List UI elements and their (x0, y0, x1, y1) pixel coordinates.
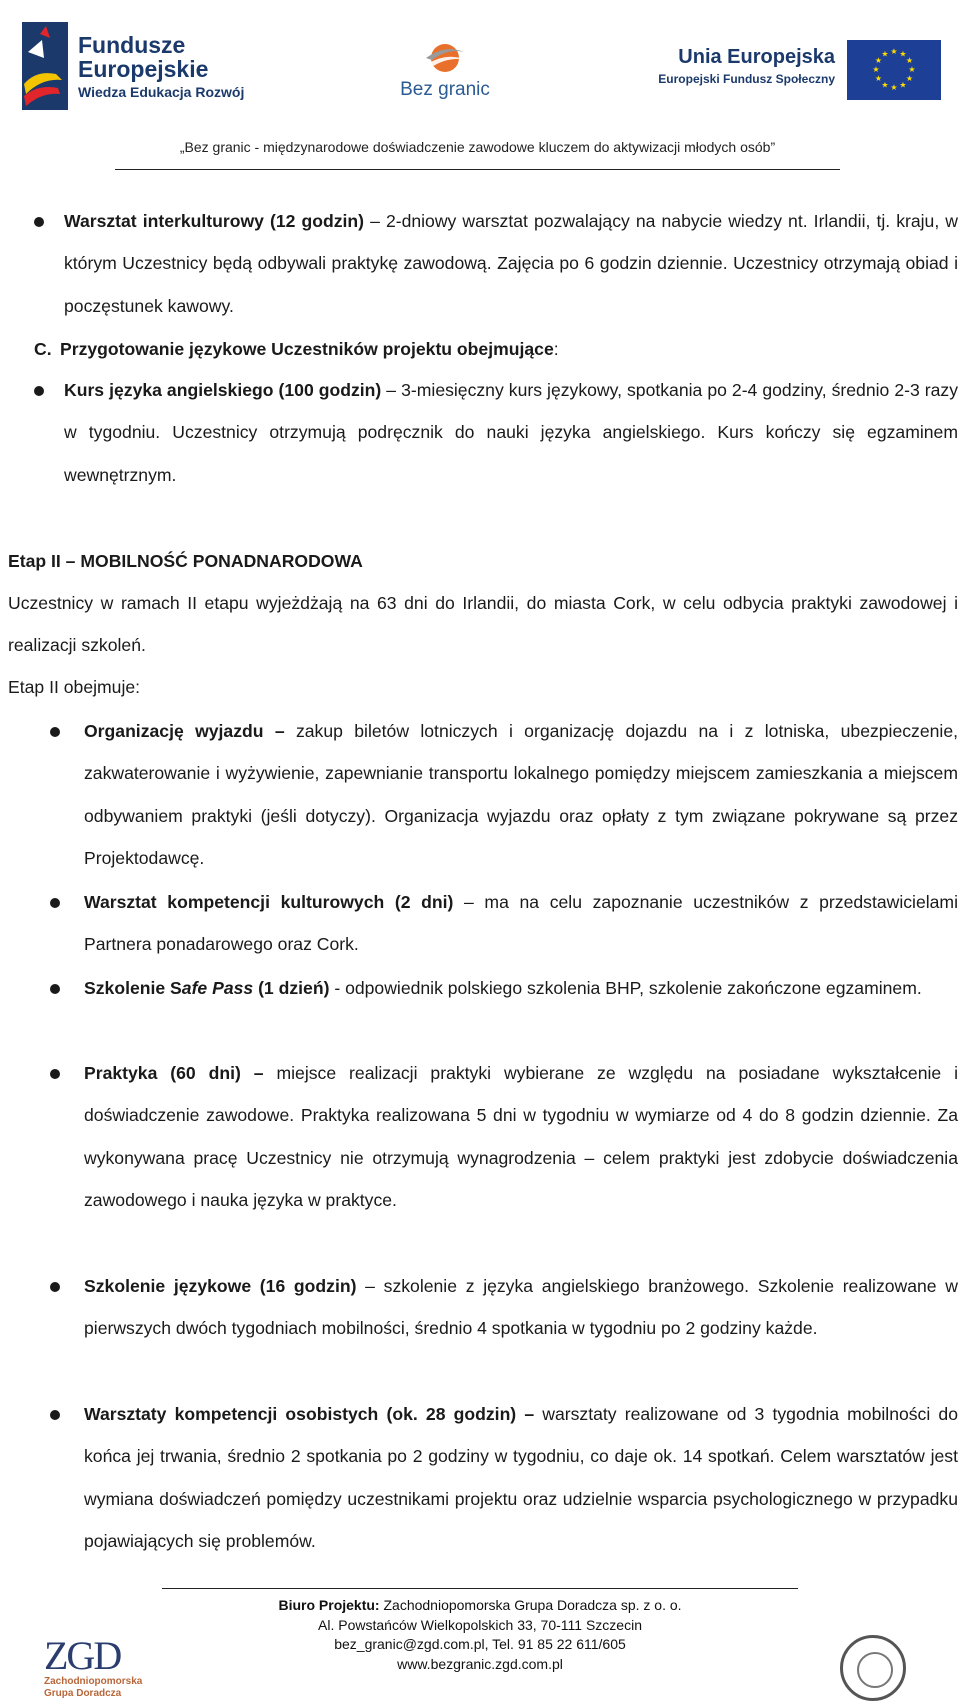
item-text: zakup biletów lotniczych i organizację dojazdu na i z lotniska, ubezpieczenie, zakwaterowanie i wyżywienie, zapewnianie transportu lokalnego pomiędzy miejscem zamieszkania a miejscem odbywaniem praktyki (jeśli dotyczy). Organizacja wyjazdu oraz opłaty z tym związane pokrywane są przez Projektodawcę. (84, 721, 958, 869)
ue-line2: Europejski Fundusz Społeczny (658, 72, 835, 86)
bullet-icon (34, 386, 44, 396)
svg-text:★: ★ (874, 74, 883, 83)
svg-text:★: ★ (881, 80, 889, 90)
item-title: Warsztat interkulturowy (12 godzin) (64, 211, 365, 231)
bullet-icon (50, 984, 60, 994)
ue-line1: Unia Europejska (678, 46, 835, 68)
footer-contact (200, 1596, 760, 1674)
organizacja-wyjazdu-item (84, 710, 958, 880)
bullet-icon (50, 1069, 60, 1079)
svg-text:★: ★ (905, 56, 914, 65)
footer-website-link[interactable]: www.bezgranic.zgd.com.pl (397, 1655, 563, 1672)
page-header (0, 0, 960, 170)
footer-biuro-value: Zachodniopomorska Grupa Doradcza sp. z o. o. (379, 1597, 682, 1613)
header-divider (115, 169, 840, 170)
item-title-c: (1 dzień) (253, 978, 330, 998)
item-text: - odpowiednik polskiego szkolenia BHP, szkolenie zakończone egzaminem. (329, 978, 922, 998)
bez-granic-logo (390, 38, 500, 102)
section-c-colon: : (553, 339, 559, 359)
bez-granic-text: Bez granic (400, 79, 490, 100)
kurs-angielskiego-item (64, 369, 958, 496)
bullet-icon (50, 898, 60, 908)
bullet-icon (34, 217, 44, 227)
item-text: – ma na celu zapoznanie uczestników z przedstawicielami Partnera ponadarowego oraz Cork. (84, 892, 958, 955)
etap-ii-heading: Etap II – MOBILNOŚĆ PONADNARODOWA (8, 551, 363, 571)
footer-email-phone[interactable]: bez_granic@zgd.com.pl, Tel. 91 85 22 611/605 (334, 1636, 626, 1652)
item-title: Praktyka (60 dni) – (84, 1063, 264, 1083)
integration-centre-seal-icon (840, 1635, 906, 1701)
item-title-b: afe Pass (181, 978, 254, 998)
szkolenie-jezykowe-item (84, 1265, 958, 1350)
praktyka-item (84, 1052, 958, 1222)
svg-text:★: ★ (899, 80, 907, 90)
svg-text:★: ★ (908, 65, 916, 74)
unia-europejska-logo (635, 40, 945, 100)
bez-granic-sun-icon (422, 38, 468, 72)
item-title: Szkolenie językowe (16 godzin) (84, 1276, 357, 1296)
footer-biuro-label: Biuro Projektu: (278, 1597, 380, 1613)
fundusze-europejskie-logo (22, 22, 272, 110)
fe-line3: Wiedza Edukacja Rozwój (78, 83, 245, 100)
fe-line1: Fundusze (78, 31, 186, 58)
svg-text:★: ★ (899, 49, 907, 59)
zgd-logo-text: ZGD (44, 1633, 121, 1678)
szkolenie-safe-pass-item (84, 967, 958, 1009)
svg-text:★: ★ (890, 83, 898, 92)
svg-text:★: ★ (890, 47, 898, 56)
section-c-heading (34, 328, 934, 370)
item-title-a: Szkolenie S (84, 978, 182, 998)
footer-address: Al. Powstańców Wielkopolskich 33, 70-111 Szczecin (318, 1616, 642, 1633)
etap-ii-obejmuje: Etap II obejmuje: (8, 677, 141, 697)
bullet-icon (50, 1282, 60, 1292)
etap-ii-intro: Uczestnicy w ramach II etapu wyjeżdżają na 63 dni do Irlandii, do miasta Cork, w celu odbycia praktyki zawodowej i realizacji szkoleń. (8, 593, 958, 656)
warsztat-kompetencji-kulturowych-item (84, 881, 958, 966)
zgd-sub2: Grupa Doradcza (44, 1688, 122, 1699)
svg-text:★: ★ (905, 74, 914, 83)
zgd-logo (44, 1633, 164, 1704)
svg-text:★: ★ (881, 49, 889, 59)
item-text: – 2-dniowy warsztat pozwalający na nabycie wiedzy nt. Irlandii, tj. kraju, w którym Uczestnicy będą odbywali praktykę zawodową. Zajęcia po 6 godzin dziennie. Uczestnicy otrzymają obiad i poczęstunek kawowy. (64, 211, 958, 316)
warsztaty-kompetencji-osobistych-item (84, 1393, 958, 1563)
svg-text:★: ★ (872, 65, 880, 74)
item-text: – szkolenie z języka angielskiego branżowego. Szkolenie realizowane w pierwszych dwóch tygodniach mobilności, średnio 4 spotkania w tygodniu po 2 godziny każde. (84, 1276, 958, 1339)
item-text: miejsce realizacji praktyki wybierane ze względu na posiadane wykształcenie i doświadczenie zawodowe. Praktyka realizowana 5 dni w tygodniu w wymiarze od 4 do 8 godzin dziennie. Za wykonywana pracę Uczestnicy nie otrzymują wynagrodzenia – celem praktyki jest zdobycie doświadczenia zawodowego i nauka języka w praktyce. (84, 1063, 958, 1211)
item-text: warsztaty realizowane od 3 tygodnia mobilności do końca jej trwania, średnio 2 spotkania po 2 godziny w tygodniu, co daje ok. 14 spotkań. Celem warsztatów jest wymiana doświadczeń pomiędzy uczestnikami projektu oraz udzielnie wsparcia psychologicznego w przypadku pojawiających się problemów. (84, 1404, 958, 1552)
project-tagline: „Bez granic - międzynarodowe doświadczenie zawodowe kluczem do aktywizacji młodych osób” (179, 139, 776, 155)
item-title: Warsztat kompetencji kulturowych (2 dni) (84, 892, 454, 912)
svg-text:★: ★ (874, 56, 883, 65)
section-c-label: C. (34, 339, 52, 359)
bullet-icon (50, 727, 60, 737)
section-c-title: Przygotowanie językowe Uczestników projektu obejmujące (60, 339, 554, 359)
fe-flag-icon (22, 22, 68, 110)
item-title: Kurs języka angielskiego (100 godzin) (64, 380, 382, 400)
warsztat-interkulturowy-item (64, 200, 958, 327)
footer-divider (162, 1588, 798, 1589)
fe-line2: Europejskie (78, 55, 209, 82)
item-title: Warsztaty kompetencji osobistych (ok. 28 godzin) – (84, 1404, 535, 1424)
zgd-sub1: Zachodniopomorska (44, 1676, 143, 1687)
item-title: Organizację wyjazdu – (84, 721, 285, 741)
footer-biuro (200, 1596, 760, 1616)
item-text: – 3-miesięczny kurs językowy, spotkania po 2-4 godziny, średnio 2-3 razy w tygodniu. Uczestnicy otrzymują podręcznik do nauki języka angielskiego. Kurs kończy się egzaminem wewnętrznym. (64, 380, 958, 485)
bullet-icon (50, 1410, 60, 1420)
eu-flag-icon (847, 40, 941, 100)
